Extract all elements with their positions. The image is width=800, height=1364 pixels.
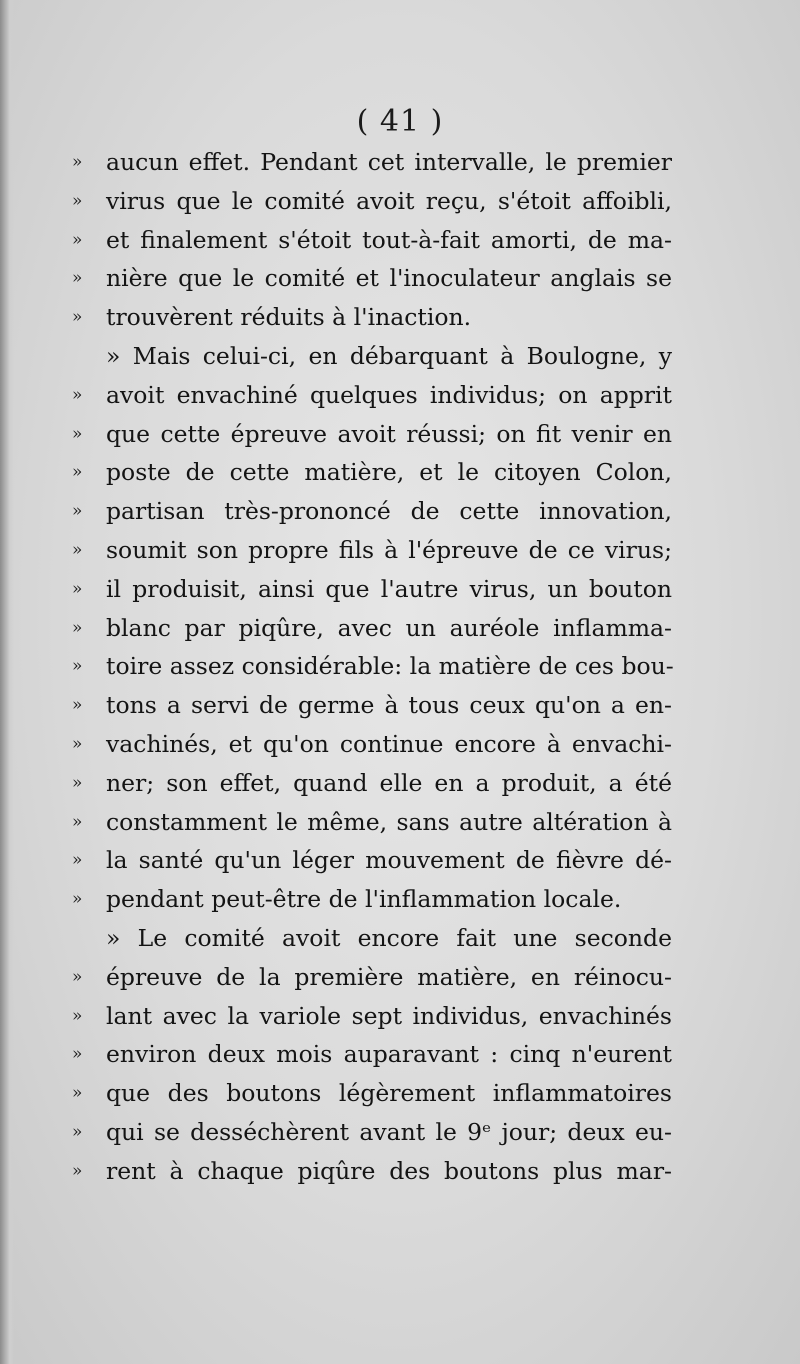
quotation-mark: »	[72, 384, 83, 405]
text-line	[72, 725, 672, 764]
line-text: la santé qu'un léger mouvement de fièvre dé-	[106, 846, 672, 875]
page-number: ( 41 )	[356, 104, 444, 139]
text-line	[72, 880, 672, 919]
line-text: et finalement s'étoit tout-à-fait amorti, de ma-	[106, 225, 672, 254]
quotation-mark: »	[72, 268, 83, 289]
line-text: lant avec la variole sept individus, envachinés	[106, 1001, 672, 1030]
line-text: que des boutons légèrement inflammatoires	[106, 1079, 672, 1108]
quotation-mark: »	[72, 190, 83, 211]
quotation-mark: »	[72, 229, 83, 250]
line-text: épreuve de la première matière, en réinocu-	[106, 962, 672, 991]
line-text: vachinés, et qu'on continue encore à envachi-	[106, 729, 672, 758]
quotation-mark: »	[72, 1160, 83, 1181]
text-line	[72, 376, 672, 415]
text-line	[72, 841, 672, 880]
line-text: que cette épreuve avoit réussi; on fit venir en	[106, 419, 672, 448]
line-text: poste de cette matière, et le citoyen Colon,	[106, 458, 672, 487]
text-line	[72, 298, 672, 337]
quotation-mark: »	[72, 152, 83, 172]
text-line	[72, 143, 672, 182]
text-line	[72, 686, 672, 725]
quotation-mark: »	[72, 656, 83, 677]
text-line	[72, 1035, 672, 1074]
line-text: blanc par piqûre, avec un auréole inflamma-	[106, 613, 672, 642]
line-text: virus que le comité avoit reçu, s'étoit affoibli,	[106, 186, 672, 215]
text-line	[72, 1113, 672, 1152]
page-edge-shadow	[0, 0, 14, 1364]
text-line	[72, 647, 672, 686]
line-text: avoit envachiné quelques individus; on apprit	[106, 380, 672, 409]
line-text: toire assez considérable: la matière de ces bou-	[106, 652, 674, 681]
quotation-mark: »	[72, 772, 83, 793]
line-text: rent à chaque piqûre des boutons plus mar-	[106, 1156, 672, 1185]
text-line	[72, 453, 672, 492]
quotation-mark: »	[72, 578, 83, 599]
quotation-mark: »	[72, 617, 83, 638]
line-text: qui se desséchèrent avant le 9ᵉ jour; deux eu-	[106, 1117, 672, 1146]
line-text: partisan très-prononcé de cette innovation,	[106, 497, 672, 526]
line-text: » Mais celui-ci, en débarquant à Boulogne, y	[106, 341, 672, 370]
quotation-mark: »	[72, 462, 83, 483]
quotation-mark: »	[72, 811, 83, 832]
text-line	[72, 492, 672, 531]
line-text: environ deux mois auparavant : cinq n'eurent	[106, 1040, 672, 1069]
quotation-mark: »	[72, 889, 83, 910]
text-line	[72, 259, 672, 298]
quotation-mark: »	[72, 695, 83, 716]
text-line	[72, 764, 672, 803]
line-text: ner; son effet, quand elle en a produit, a été	[106, 768, 672, 797]
text-line	[72, 531, 672, 570]
quotation-mark: »	[72, 1121, 83, 1142]
line-text: trouvèrent réduits à l'inaction.	[106, 303, 472, 332]
line-text: constamment le même, sans autre altération à	[106, 807, 672, 836]
line-text: nière que le comité et l'inoculateur anglais se	[106, 264, 672, 293]
text-line	[72, 919, 672, 958]
text-line	[72, 337, 672, 376]
line-text: aucun effet. Pendant cet intervalle, le premier	[106, 148, 672, 176]
quotation-mark: »	[72, 966, 83, 987]
quotation-mark: »	[72, 733, 83, 754]
text-line	[72, 570, 672, 609]
text-line	[72, 609, 672, 648]
quotation-mark: »	[72, 307, 83, 328]
quotation-mark: »	[72, 423, 83, 444]
text-line	[72, 1152, 672, 1191]
text-line	[72, 1074, 672, 1113]
line-text: soumit son propre fils à l'épreuve de ce virus;	[106, 535, 672, 564]
text-line	[72, 415, 672, 454]
quotation-mark: »	[72, 1005, 83, 1026]
line-text: il produisit, ainsi que l'autre virus, un bouton	[106, 574, 672, 603]
text-line	[72, 958, 672, 997]
quotation-mark: »	[72, 1044, 83, 1065]
text-line	[72, 997, 672, 1036]
line-text: pendant peut-être de l'inflammation locale.	[106, 885, 622, 914]
quotation-mark: »	[72, 1083, 83, 1104]
text-line	[72, 221, 672, 260]
text-line	[72, 803, 672, 842]
body-text	[72, 143, 672, 1191]
quotation-mark: »	[72, 539, 83, 560]
line-text: tons a servi de germe à tous ceux qu'on a en-	[106, 691, 672, 720]
line-text: » Le comité avoit encore fait une seconde	[106, 923, 672, 952]
quotation-mark: »	[72, 501, 83, 522]
quotation-mark: »	[72, 850, 83, 871]
text-line	[72, 182, 672, 221]
